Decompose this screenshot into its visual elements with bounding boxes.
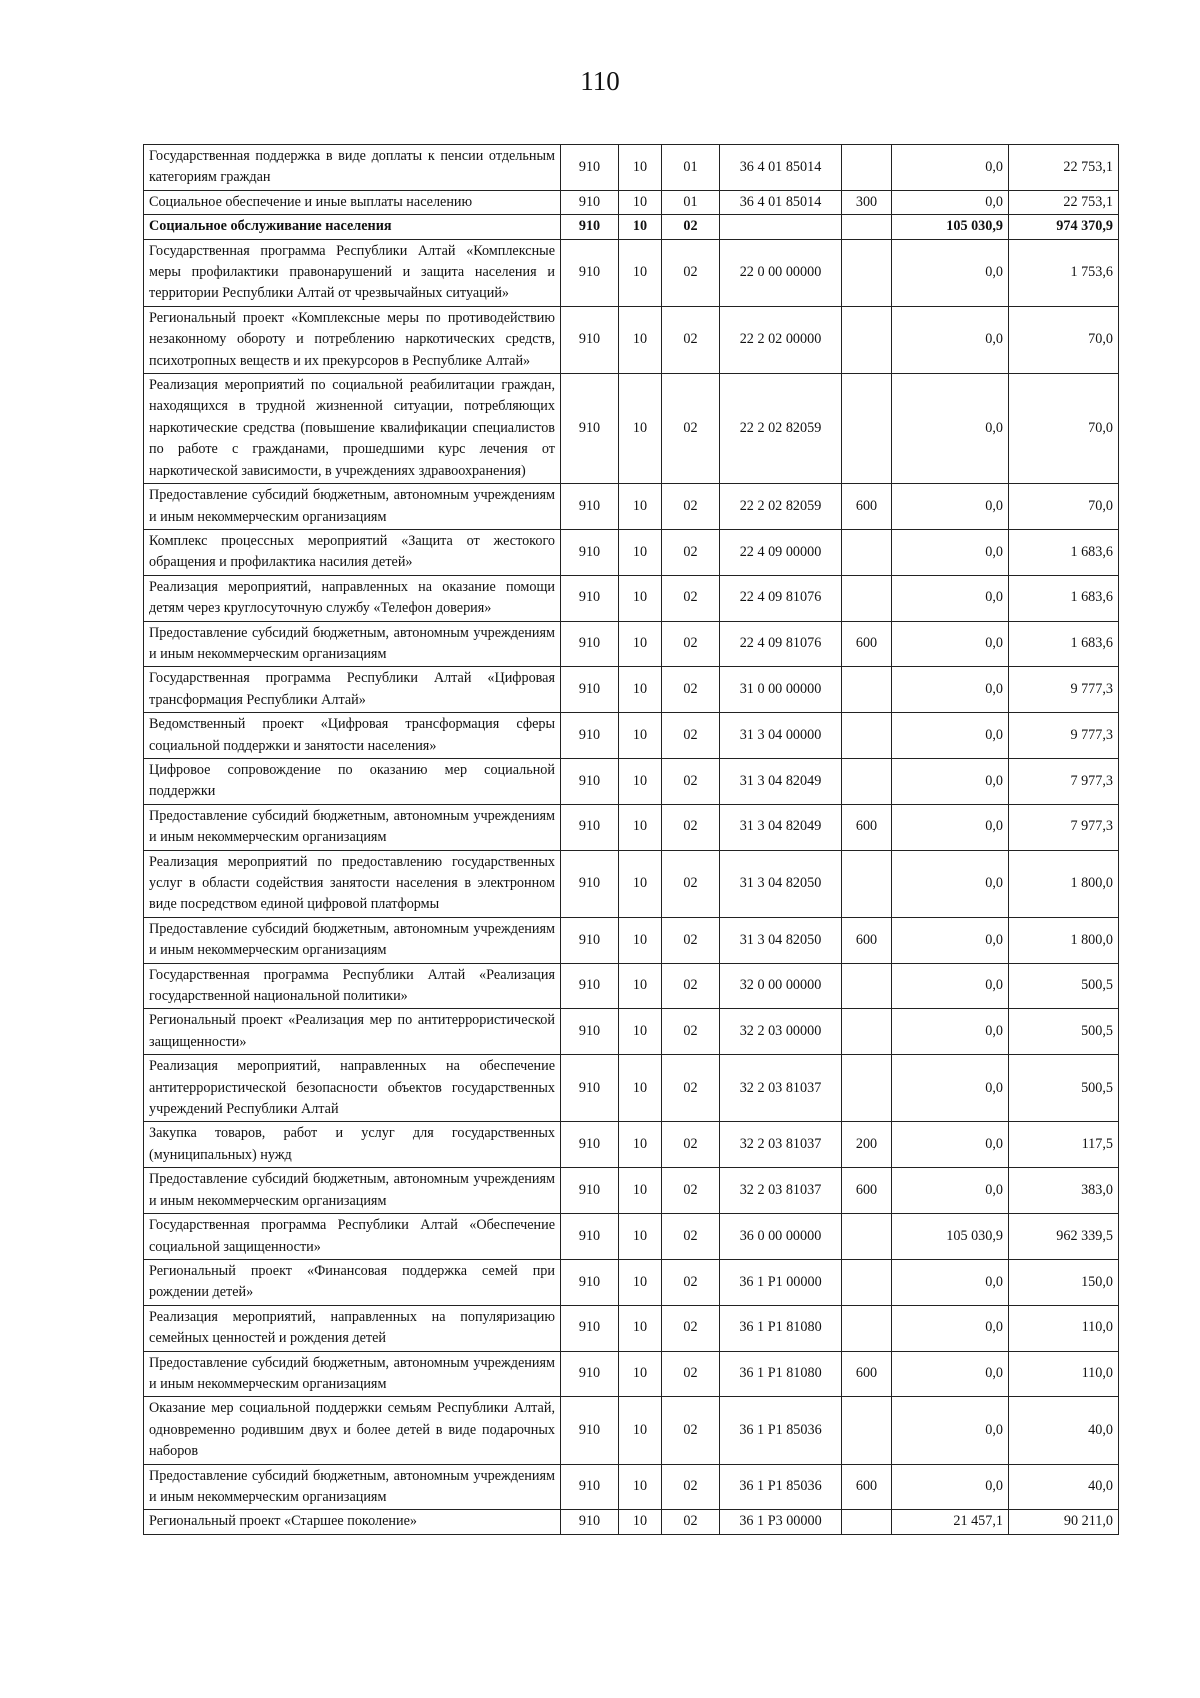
row-sum-2: 90 211,0 [1009, 1510, 1119, 1534]
table-row [144, 1305, 1119, 1351]
row-rz: 10 [619, 306, 662, 373]
row-sum-1: 0,0 [892, 758, 1009, 804]
row-rz: 10 [619, 1305, 662, 1351]
row-rz: 10 [619, 804, 662, 850]
row-rz: 10 [619, 1214, 662, 1260]
row-vr [842, 1259, 892, 1305]
row-grbs: 910 [561, 713, 619, 759]
row-grbs: 910 [561, 758, 619, 804]
row-sum-2: 383,0 [1009, 1168, 1119, 1214]
row-csr: 22 4 09 81076 [720, 621, 842, 667]
row-sum-2: 1 683,6 [1009, 621, 1119, 667]
row-pr: 02 [662, 1122, 720, 1168]
row-sum-2: 70,0 [1009, 374, 1119, 484]
row-sum-2: 1 800,0 [1009, 917, 1119, 963]
row-grbs: 910 [561, 239, 619, 306]
row-name: Реализация мероприятий, направленных на популяризацию семейных ценностей и рождения детей [144, 1305, 561, 1351]
row-rz: 10 [619, 484, 662, 530]
row-rz: 10 [619, 1397, 662, 1464]
row-pr: 02 [662, 239, 720, 306]
row-csr: 31 3 04 82049 [720, 758, 842, 804]
table-row [144, 963, 1119, 1009]
row-name: Региональный проект «Старшее поколение» [144, 1510, 561, 1534]
row-name: Государственная поддержка в виде доплаты к пенсии отдельным категориям граждан [144, 145, 561, 191]
row-name: Реализация мероприятий, направленных на оказание помощи детям через круглосуточную службу «Телефон доверия» [144, 575, 561, 621]
table-row [144, 1214, 1119, 1260]
table-row [144, 667, 1119, 713]
row-name: Государственная программа Республики Алтай «Обеспечение социальной защищенности» [144, 1214, 561, 1260]
row-rz: 10 [619, 1168, 662, 1214]
row-rz: 10 [619, 963, 662, 1009]
row-sum-1: 0,0 [892, 239, 1009, 306]
row-csr: 36 4 01 85014 [720, 190, 842, 214]
row-name: Государственная программа Республики Алтай «Цифровая трансформация Республики Алтай» [144, 667, 561, 713]
row-name: Предоставление субсидий бюджетным, автономным учреждениям и иным некоммерческим организациям [144, 1351, 561, 1397]
row-rz: 10 [619, 1055, 662, 1122]
row-rz: 10 [619, 1464, 662, 1510]
row-sum-1: 0,0 [892, 667, 1009, 713]
row-grbs: 910 [561, 1122, 619, 1168]
row-csr: 22 2 02 00000 [720, 306, 842, 373]
row-sum-1: 0,0 [892, 374, 1009, 484]
page-number: 110 [580, 66, 620, 96]
row-name: Государственная программа Республики Алтай «Реализация государственной национальной политики» [144, 963, 561, 1009]
row-sum-1: 0,0 [892, 1259, 1009, 1305]
row-csr: 22 2 02 82059 [720, 374, 842, 484]
row-grbs: 910 [561, 1510, 619, 1534]
row-csr: 31 3 04 00000 [720, 713, 842, 759]
row-sum-2: 500,5 [1009, 1009, 1119, 1055]
row-vr [842, 374, 892, 484]
row-csr: 31 3 04 82049 [720, 804, 842, 850]
table-row [144, 484, 1119, 530]
row-rz: 10 [619, 145, 662, 191]
row-csr: 31 0 00 00000 [720, 667, 842, 713]
row-rz: 10 [619, 575, 662, 621]
row-sum-1: 0,0 [892, 145, 1009, 191]
row-pr: 02 [662, 1305, 720, 1351]
table-row [144, 1397, 1119, 1464]
row-grbs: 910 [561, 529, 619, 575]
row-pr: 02 [662, 667, 720, 713]
row-grbs: 910 [561, 1009, 619, 1055]
row-sum-1: 0,0 [892, 575, 1009, 621]
row-grbs: 910 [561, 963, 619, 1009]
row-sum-2: 110,0 [1009, 1305, 1119, 1351]
row-name: Предоставление субсидий бюджетным, автономным учреждениям и иным некоммерческим организациям [144, 804, 561, 850]
table-row [144, 917, 1119, 963]
row-csr: 22 0 00 00000 [720, 239, 842, 306]
row-name: Реализация мероприятий по социальной реабилитации граждан, находящихся в трудной жизненной ситуации, потребляющих наркотические средства (повышение квалификации специалистов по работе с гражданами, прошедшими курс лечения от наркотической зависимости, в учреждениях здравоохранения) [144, 374, 561, 484]
row-csr: 36 1 P1 00000 [720, 1259, 842, 1305]
row-sum-2: 1 800,0 [1009, 850, 1119, 917]
row-sum-2: 7 977,3 [1009, 758, 1119, 804]
row-csr: 36 1 P1 85036 [720, 1397, 842, 1464]
row-sum-2: 9 777,3 [1009, 713, 1119, 759]
row-csr: 22 4 09 81076 [720, 575, 842, 621]
row-vr [842, 1055, 892, 1122]
row-vr [842, 145, 892, 191]
row-pr: 01 [662, 190, 720, 214]
row-csr: 32 2 03 81037 [720, 1168, 842, 1214]
row-pr: 02 [662, 1055, 720, 1122]
row-grbs: 910 [561, 1464, 619, 1510]
row-vr [842, 667, 892, 713]
table-row [144, 758, 1119, 804]
row-pr: 02 [662, 529, 720, 575]
row-sum-1: 0,0 [892, 621, 1009, 667]
row-grbs: 910 [561, 306, 619, 373]
row-sum-2: 70,0 [1009, 484, 1119, 530]
row-vr [842, 215, 892, 239]
row-name: Предоставление субсидий бюджетным, автономным учреждениям и иным некоммерческим организациям [144, 1464, 561, 1510]
row-sum-1: 0,0 [892, 306, 1009, 373]
row-grbs: 910 [561, 215, 619, 239]
row-sum-2: 70,0 [1009, 306, 1119, 373]
row-sum-1: 0,0 [892, 1464, 1009, 1510]
row-sum-1: 0,0 [892, 804, 1009, 850]
row-sum-2: 500,5 [1009, 963, 1119, 1009]
table-row [144, 306, 1119, 373]
row-pr: 02 [662, 758, 720, 804]
row-sum-1: 0,0 [892, 1351, 1009, 1397]
row-pr: 01 [662, 145, 720, 191]
row-vr: 300 [842, 190, 892, 214]
row-grbs: 910 [561, 1055, 619, 1122]
row-sum-1: 0,0 [892, 484, 1009, 530]
row-vr: 600 [842, 1464, 892, 1510]
row-csr: 36 1 P3 00000 [720, 1510, 842, 1534]
table-row [144, 1510, 1119, 1534]
row-grbs: 910 [561, 145, 619, 191]
row-sum-2: 974 370,9 [1009, 215, 1119, 239]
row-pr: 02 [662, 484, 720, 530]
row-grbs: 910 [561, 190, 619, 214]
row-sum-2: 7 977,3 [1009, 804, 1119, 850]
row-pr: 02 [662, 215, 720, 239]
row-vr [842, 1305, 892, 1351]
row-grbs: 910 [561, 1351, 619, 1397]
row-name: Цифровое сопровождение по оказанию мер социальной поддержки [144, 758, 561, 804]
row-rz: 10 [619, 239, 662, 306]
row-sum-1: 0,0 [892, 1009, 1009, 1055]
row-vr: 600 [842, 1168, 892, 1214]
budget-table [143, 144, 1119, 1535]
row-grbs: 910 [561, 917, 619, 963]
row-sum-1: 0,0 [892, 1397, 1009, 1464]
table-row [144, 804, 1119, 850]
row-sum-1: 0,0 [892, 1305, 1009, 1351]
row-pr: 02 [662, 850, 720, 917]
row-vr [842, 713, 892, 759]
table-row [144, 145, 1119, 191]
row-rz: 10 [619, 190, 662, 214]
row-name: Региональный проект «Реализация мер по антитеррористической защищенности» [144, 1009, 561, 1055]
row-pr: 02 [662, 1510, 720, 1534]
row-rz: 10 [619, 1259, 662, 1305]
row-vr [842, 306, 892, 373]
row-csr: 36 0 00 00000 [720, 1214, 842, 1260]
row-vr [842, 529, 892, 575]
row-rz: 10 [619, 667, 662, 713]
row-vr: 600 [842, 1351, 892, 1397]
row-csr: 31 3 04 82050 [720, 917, 842, 963]
row-sum-1: 0,0 [892, 1168, 1009, 1214]
table-row [144, 621, 1119, 667]
row-pr: 02 [662, 1397, 720, 1464]
row-pr: 02 [662, 1009, 720, 1055]
row-name: Предоставление субсидий бюджетным, автономным учреждениям и иным некоммерческим организациям [144, 917, 561, 963]
row-grbs: 910 [561, 484, 619, 530]
row-sum-2: 150,0 [1009, 1259, 1119, 1305]
row-sum-1: 0,0 [892, 1055, 1009, 1122]
row-grbs: 910 [561, 621, 619, 667]
row-pr: 02 [662, 306, 720, 373]
table-row [144, 190, 1119, 214]
row-vr [842, 1009, 892, 1055]
row-sum-2: 117,5 [1009, 1122, 1119, 1168]
row-sum-2: 1 683,6 [1009, 529, 1119, 575]
row-sum-1: 0,0 [892, 713, 1009, 759]
table-row [144, 215, 1119, 239]
row-pr: 02 [662, 575, 720, 621]
row-name: Закупка товаров, работ и услуг для государственных (муниципальных) нужд [144, 1122, 561, 1168]
row-csr: 32 2 03 00000 [720, 1009, 842, 1055]
row-grbs: 910 [561, 1259, 619, 1305]
row-rz: 10 [619, 1009, 662, 1055]
row-grbs: 910 [561, 804, 619, 850]
row-sum-2: 1 683,6 [1009, 575, 1119, 621]
table-row [144, 239, 1119, 306]
row-vr: 600 [842, 804, 892, 850]
row-csr: 32 0 00 00000 [720, 963, 842, 1009]
row-pr: 02 [662, 1259, 720, 1305]
row-sum-2: 40,0 [1009, 1464, 1119, 1510]
row-name: Социальное обслуживание населения [144, 215, 561, 239]
row-vr [842, 850, 892, 917]
table-row [144, 713, 1119, 759]
row-sum-2: 40,0 [1009, 1397, 1119, 1464]
table-row [144, 575, 1119, 621]
row-vr: 600 [842, 484, 892, 530]
row-vr: 200 [842, 1122, 892, 1168]
row-sum-2: 962 339,5 [1009, 1214, 1119, 1260]
row-name: Государственная программа Республики Алтай «Комплексные меры профилактики правонарушений и защита населения и территории Республики Алтай от чрезвычайных ситуаций» [144, 239, 561, 306]
row-sum-1: 105 030,9 [892, 1214, 1009, 1260]
row-grbs: 910 [561, 575, 619, 621]
table-body [144, 145, 1119, 1535]
row-pr: 02 [662, 713, 720, 759]
row-grbs: 910 [561, 850, 619, 917]
table-row [144, 529, 1119, 575]
row-sum-1: 0,0 [892, 529, 1009, 575]
row-sum-2: 22 753,1 [1009, 190, 1119, 214]
row-pr: 02 [662, 1214, 720, 1260]
row-sum-1: 0,0 [892, 850, 1009, 917]
row-name: Предоставление субсидий бюджетным, автономным учреждениям и иным некоммерческим организациям [144, 484, 561, 530]
row-csr: 31 3 04 82050 [720, 850, 842, 917]
row-vr [842, 239, 892, 306]
table-row [144, 1055, 1119, 1122]
row-pr: 02 [662, 804, 720, 850]
row-name: Предоставление субсидий бюджетным, автономным учреждениям и иным некоммерческим организациям [144, 621, 561, 667]
row-vr [842, 1214, 892, 1260]
table-row [144, 1122, 1119, 1168]
row-name: Оказание мер социальной поддержки семьям Республики Алтай, одновременно родившим двух и более детей в виде подарочных наборов [144, 1397, 561, 1464]
row-name: Региональный проект «Финансовая поддержка семей при рождении детей» [144, 1259, 561, 1305]
row-csr: 36 1 P1 81080 [720, 1305, 842, 1351]
row-grbs: 910 [561, 1168, 619, 1214]
row-rz: 10 [619, 1510, 662, 1534]
row-rz: 10 [619, 850, 662, 917]
row-csr: 36 1 P1 85036 [720, 1464, 842, 1510]
row-rz: 10 [619, 215, 662, 239]
row-sum-1: 105 030,9 [892, 215, 1009, 239]
row-vr [842, 1510, 892, 1534]
row-sum-2: 500,5 [1009, 1055, 1119, 1122]
row-vr [842, 1397, 892, 1464]
table-row [144, 1168, 1119, 1214]
row-pr: 02 [662, 621, 720, 667]
row-grbs: 910 [561, 667, 619, 713]
row-vr: 600 [842, 621, 892, 667]
table-row [144, 850, 1119, 917]
row-sum-1: 0,0 [892, 963, 1009, 1009]
row-sum-2: 9 777,3 [1009, 667, 1119, 713]
row-rz: 10 [619, 374, 662, 484]
row-csr: 36 1 P1 81080 [720, 1351, 842, 1397]
row-pr: 02 [662, 374, 720, 484]
row-csr: 22 2 02 82059 [720, 484, 842, 530]
row-csr: 36 4 01 85014 [720, 145, 842, 191]
row-rz: 10 [619, 1122, 662, 1168]
row-rz: 10 [619, 917, 662, 963]
row-name: Предоставление субсидий бюджетным, автономным учреждениям и иным некоммерческим организациям [144, 1168, 561, 1214]
row-name: Комплекс процессных мероприятий «Защита от жестокого обращения и профилактика насилия детей» [144, 529, 561, 575]
row-sum-2: 22 753,1 [1009, 145, 1119, 191]
row-pr: 02 [662, 917, 720, 963]
row-sum-1: 21 457,1 [892, 1510, 1009, 1534]
table-row [144, 1259, 1119, 1305]
table-row [144, 1351, 1119, 1397]
row-rz: 10 [619, 758, 662, 804]
row-sum-1: 0,0 [892, 917, 1009, 963]
row-vr [842, 758, 892, 804]
table-row [144, 1464, 1119, 1510]
row-name: Реализация мероприятий, направленных на обеспечение антитеррористической безопасности объектов государственных учреждений Республики Алтай [144, 1055, 561, 1122]
row-pr: 02 [662, 963, 720, 1009]
table-row [144, 374, 1119, 484]
row-name: Региональный проект «Комплексные меры по противодействию незаконному обороту и потреблению наркотических средств, психотропных веществ и их прекурсоров в Республике Алтай» [144, 306, 561, 373]
row-csr: 32 2 03 81037 [720, 1055, 842, 1122]
row-rz: 10 [619, 529, 662, 575]
row-sum-2: 1 753,6 [1009, 239, 1119, 306]
row-grbs: 910 [561, 1305, 619, 1351]
row-name: Ведомственный проект «Цифровая трансформация сферы социальной поддержки и занятости населения» [144, 713, 561, 759]
row-csr: 22 4 09 00000 [720, 529, 842, 575]
row-vr [842, 963, 892, 1009]
table-row [144, 1009, 1119, 1055]
row-vr [842, 575, 892, 621]
row-grbs: 910 [561, 1214, 619, 1260]
row-name: Реализация мероприятий по предоставлению государственных услуг в области содействия занятости населения в электронном виде посредством единой цифровой платформы [144, 850, 561, 917]
row-rz: 10 [619, 621, 662, 667]
row-pr: 02 [662, 1168, 720, 1214]
row-name: Социальное обеспечение и иные выплаты населению [144, 190, 561, 214]
row-rz: 10 [619, 1351, 662, 1397]
row-csr [720, 215, 842, 239]
row-pr: 02 [662, 1351, 720, 1397]
row-pr: 02 [662, 1464, 720, 1510]
row-csr: 32 2 03 81037 [720, 1122, 842, 1168]
row-grbs: 910 [561, 1397, 619, 1464]
row-rz: 10 [619, 713, 662, 759]
row-sum-2: 110,0 [1009, 1351, 1119, 1397]
row-sum-1: 0,0 [892, 1122, 1009, 1168]
row-grbs: 910 [561, 374, 619, 484]
row-vr: 600 [842, 917, 892, 963]
row-sum-1: 0,0 [892, 190, 1009, 214]
